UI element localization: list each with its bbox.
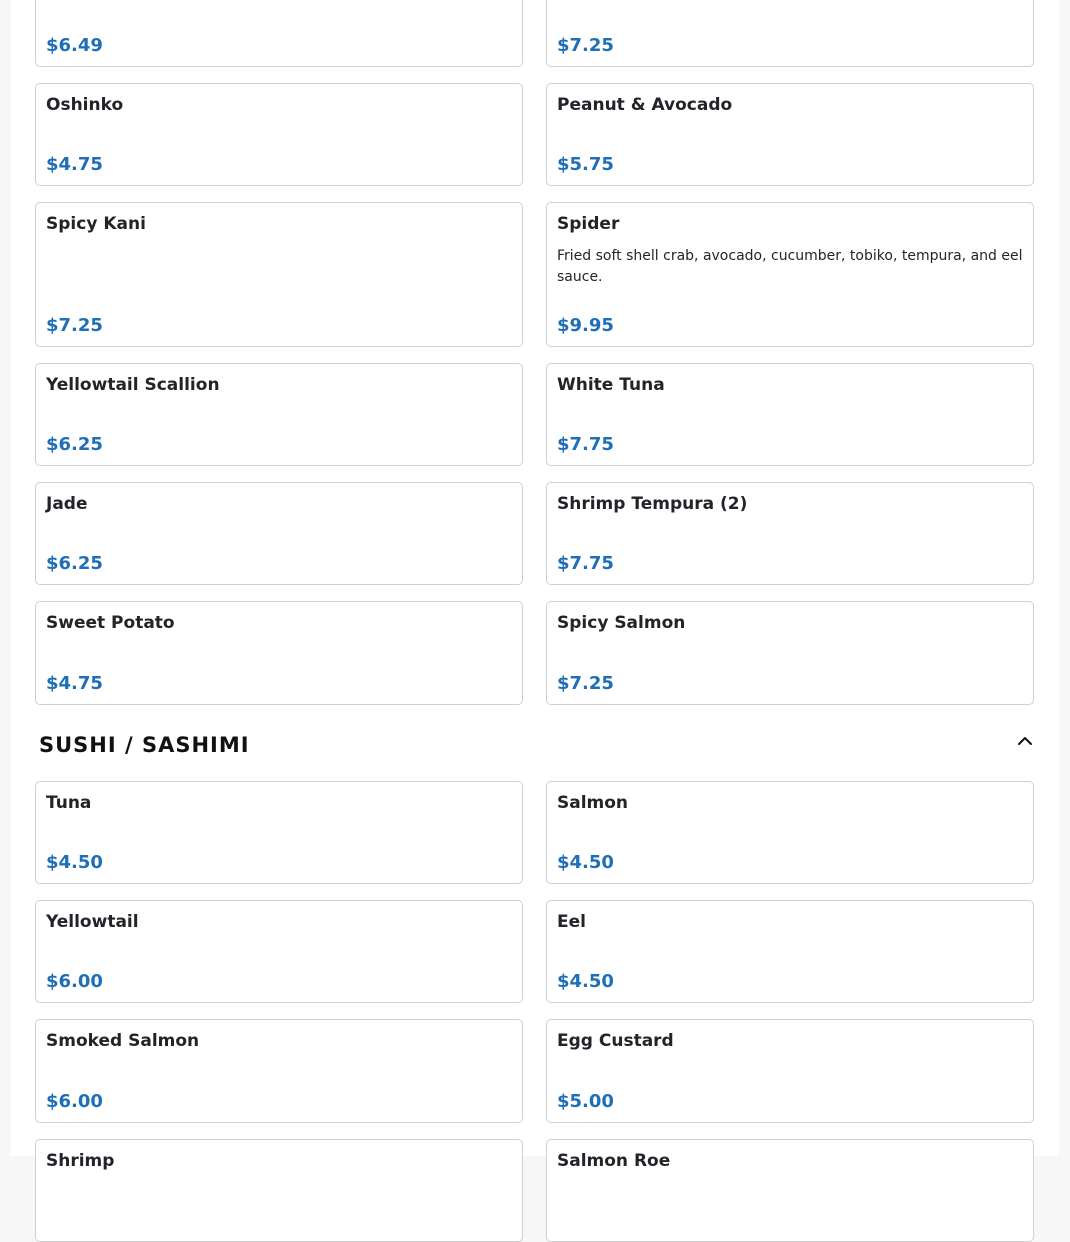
item-price: $4.50 <box>46 852 103 873</box>
item-name: Shrimp Tempura (2) <box>557 494 748 514</box>
menu-item-card[interactable] <box>546 83 1034 186</box>
chevron-up-icon[interactable] <box>1016 732 1034 750</box>
item-price: $7.75 <box>557 434 614 455</box>
sushi-sashimi-grid <box>35 781 1034 1242</box>
item-name: Salmon <box>557 793 629 813</box>
item-name: Oshinko <box>46 95 124 115</box>
item-name: Eel <box>557 912 586 932</box>
menu-item-card[interactable] <box>546 363 1034 466</box>
menu-item-card[interactable] <box>546 601 1034 705</box>
item-name: Spicy Salmon <box>557 613 686 633</box>
item-price: $6.25 <box>46 553 103 574</box>
item-name: Yellowtail <box>46 912 139 932</box>
menu-item-card[interactable] <box>35 0 523 67</box>
item-price: $6.25 <box>46 434 103 455</box>
menu-item-card[interactable] <box>546 781 1034 884</box>
item-description: Fried soft shell crab, avocado, cucumber, tobiko, tempura, and eel sauce. <box>557 248 1023 285</box>
item-name: Spicy Kani <box>46 214 146 234</box>
menu-item-card[interactable] <box>35 482 523 585</box>
menu-item-card[interactable] <box>35 781 523 884</box>
item-name: Spider <box>557 214 620 234</box>
item-name: Smoked Salmon <box>46 1031 200 1051</box>
item-price: $7.25 <box>557 673 614 694</box>
menu-item-card[interactable] <box>546 1019 1034 1123</box>
rolls-grid <box>35 0 1034 705</box>
menu-item-card[interactable] <box>35 83 523 186</box>
item-price: $4.50 <box>557 852 614 873</box>
menu-item-card[interactable] <box>35 363 523 466</box>
item-name: Yellowtail Scallion <box>46 375 220 395</box>
menu-item-card[interactable] <box>35 1019 523 1123</box>
item-price: $5.75 <box>557 154 614 175</box>
section-header-sushi-sashimi[interactable] <box>35 728 1034 768</box>
item-name: Shrimp <box>46 1151 115 1171</box>
item-name: Salmon Roe <box>557 1151 671 1171</box>
item-name: Sweet Potato <box>46 613 175 633</box>
item-price: $6.00 <box>46 1091 103 1112</box>
menu-page <box>11 0 1059 1171</box>
item-price: $4.75 <box>46 154 103 175</box>
menu-item-card[interactable] <box>35 202 523 347</box>
item-price: $7.25 <box>46 315 103 336</box>
menu-item-card[interactable] <box>546 0 1034 67</box>
item-name: White Tuna <box>557 375 665 395</box>
menu-item-card[interactable] <box>546 202 1034 347</box>
item-name: Egg Custard <box>557 1031 674 1051</box>
item-price: $6.00 <box>46 971 103 992</box>
item-price: $7.75 <box>557 553 614 574</box>
item-price: $9.95 <box>557 315 614 336</box>
menu-item-card[interactable] <box>546 482 1034 585</box>
item-name: Jade <box>46 494 88 514</box>
item-price: $4.50 <box>557 971 614 992</box>
item-price: $6.49 <box>46 35 103 56</box>
menu-item-card[interactable] <box>35 601 523 705</box>
item-name: Tuna <box>46 793 92 813</box>
item-price: $5.00 <box>557 1091 614 1112</box>
menu-item-card[interactable] <box>546 1139 1034 1242</box>
item-price: $7.25 <box>557 35 614 56</box>
item-name: Peanut & Avocado <box>557 95 733 115</box>
menu-item-card[interactable] <box>35 1139 523 1242</box>
item-price: $4.75 <box>46 673 103 694</box>
section-title: SUSHI / SASHIMI <box>39 733 250 757</box>
menu-item-card[interactable] <box>35 900 523 1003</box>
menu-item-card[interactable] <box>546 900 1034 1003</box>
